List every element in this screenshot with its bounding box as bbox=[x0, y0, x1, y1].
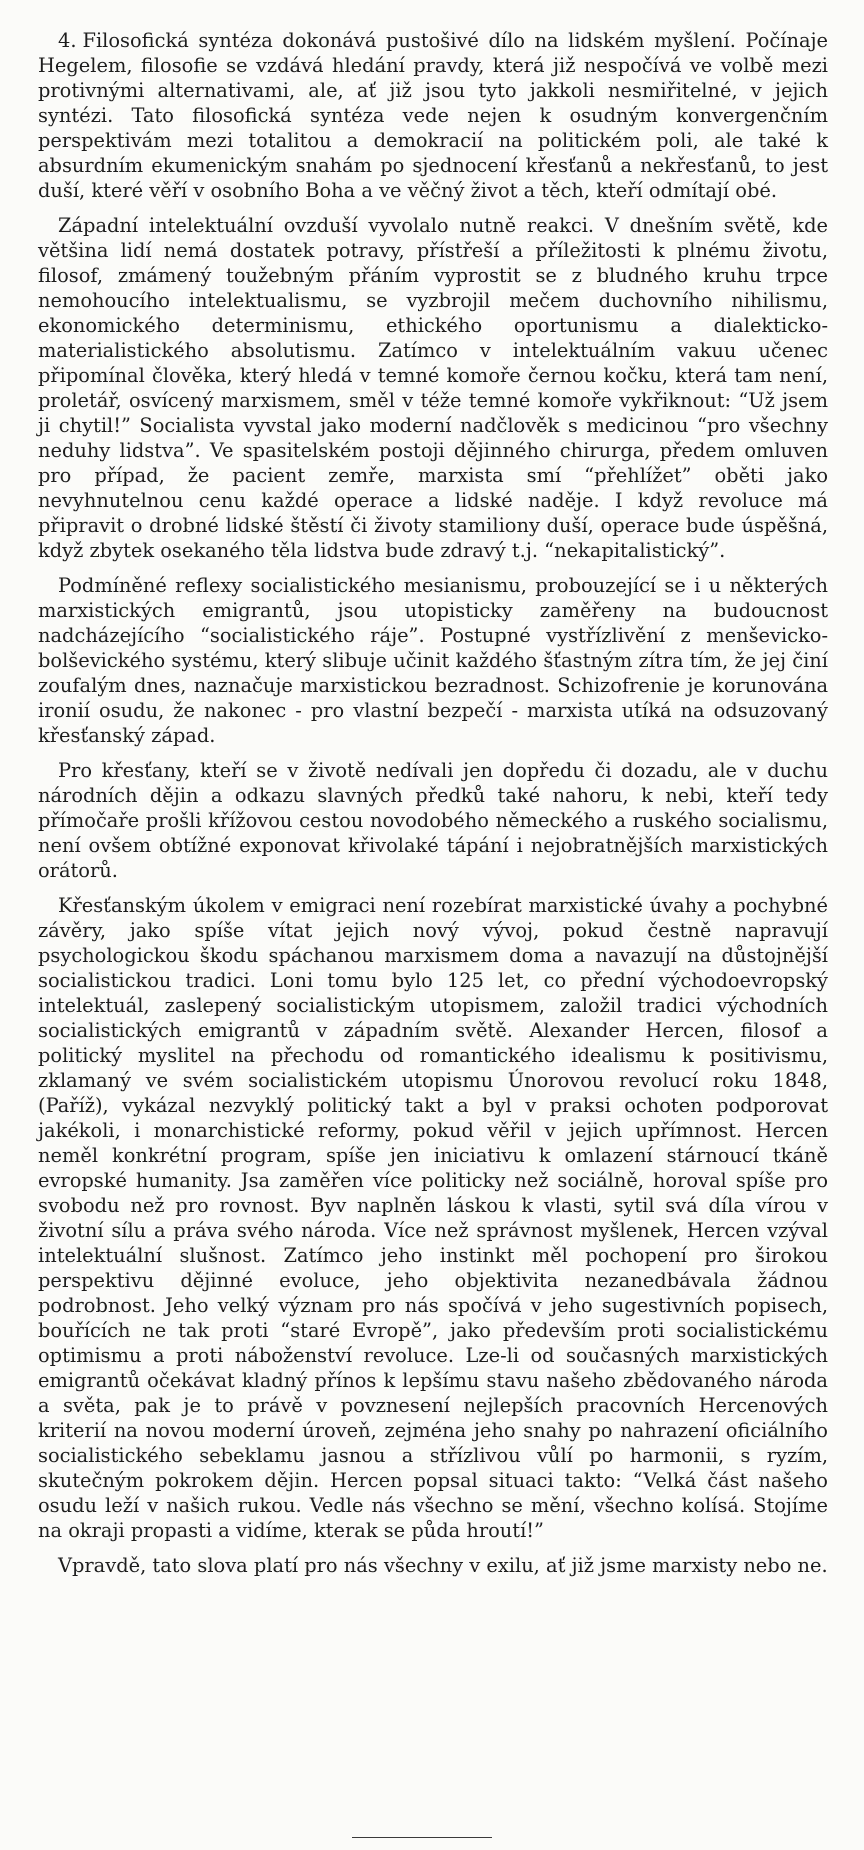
paragraph-4: Pro křesťany, kteří se v životě nedívali jen dopředu či dozadu, ale v duchu národních dějin a odkazu slavných předků také nahoru, k nebi, kteří tedy přímočaře prošli křížovou cestou novodobého německého a ruského socialismu, není ovšem obtížné exponovat křivolaké tápání i nejobratnějších marxistických orátorů. bbox=[38, 759, 828, 882]
paragraph-1-text: Filosofická syntéza dokonává pustošivé dílo na lidském myšlení. Počínaje Hegelem, filosofie se vzdává hledání pravdy, která již nespočívá ve volbě mezi protivnými alternativami, ale, ať již jsou tyto jakkoli nesmiřitelné, v jejich syntézi. Tato filosofická syntéza vede nejen k osudným konvergenčním perspektivám mezi totalitou a demokracií na politickém poli, ale také k absurdním ekumenickým snahám po sjednocení křesťanů a nekřesťanů, to jest duší, které věří v osobního Boha a ve věčný život a těch, kteří odmítají obé. bbox=[38, 29, 828, 202]
paragraph-6: Vpravdě, tato slova platí pro nás všechny v exilu, ať již jsme marxisty nebo ne. bbox=[58, 1554, 828, 1577]
paragraph-5: Křesťanským úkolem v emigraci není rozebírat marxistické úvahy a pochybné závěry, jako spíše vítat jejich nový vývoj, pokud čestně napravují psychologickou škodu spáchanou marxismem doma a navazují na důstojnější socialistickou tradici. Loni tomu bylo 125 let, co přední východoevropský intelektuál, zaslepený socialistickým utopismem, založil tradici východních socialistických emigrantů v západním světě. Alexander Hercen, filosof a politický myslitel na přechodu od romantického idealismu k positivismu, zklamaný ve svém socialistickém utopismu Únorovou revolucí roku 1848, (Paříž), vykázal nezvyklý politický takt a byl v praksi ochoten podporovat jakékoli, i monarchistické reformy, pokud věřil v jejich upřímnost. Hercen neměl konkrétní program, spíše jen iniciativu k omlazení stárnoucí tkáně evropské humanity. Jsa zaměřen více politicky než sociálně, horoval spíše pro svobodu než pro rovnost. Byv naplněn láskou k vlasti, sytil svá díla vírou v životní sílu a práva svého národa. Více než správnost myšlenek, Hercen vzýval intelektuální slušnost. Zatímco jeho instinkt měl pochopení pro širokou perspektivu dějinné evoluce, jeho objektivita nezanedbávala žádnou podrobnost. Jeho velký význam pro nás spočívá v jeho sugestivních popisech, bouřících ne tak proti “staré Evropě”, jako především proti socialistickému optimismu a proti náboženství revoluce. Lze-li od současných marxistických emigrantů očekávat kladný přínos k lepšímu stavu našeho zbědovaného národa a světa, pak je to právě v povznesení nejlepších pracovních Hercenových kriterií na novou moderní úroveň, zejména jeho snahy po nahrazení oficiálního socialistického sebeklamu jasnou a střízlivou vůlí po harmonii, s ryzím, skutečným pokrokem dějin. Hercen popsal situaci takto: “Velká část našeho osudu leží v našich rukou. Vedle nás všechno se mění, všechno kolísá. Stojíme na okraji propasti a vidíme, kterak se půda hroutí!” bbox=[38, 894, 828, 1542]
paragraph-1 bbox=[38, 28, 828, 203]
section-number: 4. bbox=[58, 29, 77, 52]
paragraph-3: Podmíněné reflexy socialistického mesianismu, probouzející se i u některých marxistických emigrantů, jsou utopisticky zaměřeny na budoucnost nadcházejícího “socialistického ráje”. Postupné vystřízlivění z menševicko-bolševického systému, který slibuje učinit každého šťastným zítra tím, že jej činí zoufalým dnes, naznačuje marxistickou bezradnost. Schizofrenie je korunována ironií osudu, že nakonec - pro vlastní bezpečí - marxista utíká na odsuzovaný křesťanský západ. bbox=[38, 574, 828, 747]
article-body bbox=[38, 28, 828, 1588]
end-divider bbox=[352, 1837, 492, 1838]
paragraph-2: Západní intelektuální ovzduší vyvolalo nutně reakci. V dnešním světě, kde většina lidí nemá dostatek potravy, přístřeší a příležitosti k plnému životu, filosof, zmámený toužebným přáním vyprostit se z bludného kruhu trpce nemohoucího intelektualismu, se vyzbrojil mečem duchovního nihilismu, ekonomického determinismu, ethického oportunismu a dialekticko-materialistického absolutismu. Zatímco v intelektuálním vakuu učenec připomínal člověka, který hledá v temné komoře černou kočku, která tam není, proletář, osvícený marxismem, směl v téže temné komoře vykřiknout: “Už jsem ji chytil!” Socialista vyvstal jako moderní nadčlověk s medicinou “pro všechny neduhy lidstva”. Ve spasitelském postoji dějinného chirurga, předem omluven pro případ, že pacient zemře, marxista smí “přehlížet” oběti jako nevyhnutelnou cenu každé operace a lidské naděje. I když revoluce má připravit o drobné lidské štěstí či životy stamiliony duší, operace bude úspěšná, když zbytek osekaného těla lidstva bude zdravý t.j. “nekapitalistický”. bbox=[38, 214, 828, 562]
